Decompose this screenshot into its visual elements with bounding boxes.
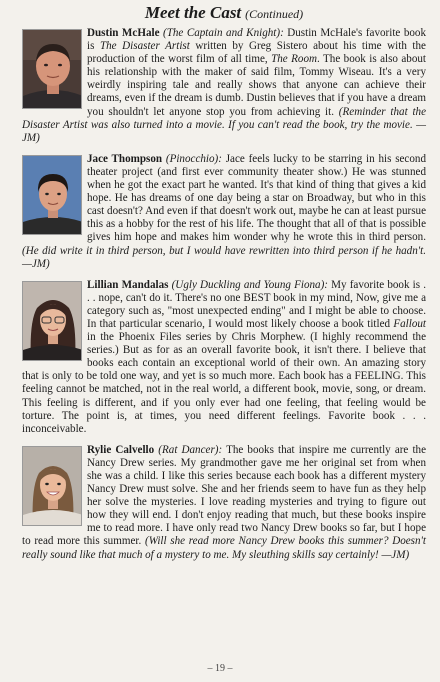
cast-role: (Pinocchio): [165, 152, 222, 165]
cast-bio: The books that inspire me currently are the Nancy Drew series. My grandmother gave me her original set from when she was a child. I like this series because each book has a different mystery Nancy Drew must solve. She and her friends seem to have fun as they help her solve the mysteries. I love reading mysteries and trying to figure out how they will end. I don't enjoy reading that much, but these books inspire me to read more. I have only read two Nancy Drew books so far, but I hope to read more this summer. [22, 443, 427, 548]
cast-bio: My favorite book is . . . nope, can't do it. There's no one BEST book in my mind, Now, give me a category such as, "most unexpected ending" and I might be able to choose. In that particular scenario, I would most likely choose a book titled [87, 278, 426, 330]
cast-name: Rylie Calvello [87, 443, 155, 456]
cast-bio: written by Greg Sistero about his time with the production of the worst film of all time, [87, 40, 426, 66]
page-number: – 19 – [207, 663, 233, 674]
cast-entry-dustin [22, 27, 426, 145]
cast-entry-lillian [22, 279, 426, 436]
title-subtitle: (Continued) [245, 7, 304, 21]
book-title: Fallout [393, 317, 426, 330]
cast-name: Dustin McHale [87, 27, 160, 39]
editor-note: (Reminder that the Disaster Artist was also turned into a movie. If you can't read the book, try the movie. —JM) [22, 105, 426, 144]
editor-note: (He did write it in third person, but I would have rewritten into third person if he hadn't. —JM) [22, 244, 426, 270]
film-title: The Room [271, 53, 318, 66]
cast-role: (Ugly Duckling and Young Fiona): [171, 278, 328, 291]
cast-entry-rylie [22, 444, 426, 562]
cast-photo-rylie [22, 446, 82, 526]
page-title [22, 4, 426, 23]
cast-bio: . The book is also about his relationship with the maker of said film, Tommy Wiseau. It's a very weirdly inspiring tale and really shows that anyone can achieve their dreams, even if the dream is dumb. Dustin believes that if you have a dream you shouldn't let anyone stop you from achieving it. [87, 53, 426, 118]
cast-photo-dustin [22, 29, 82, 109]
cast-name: Jace Thompson [87, 152, 163, 165]
cast-name: Lillian Mandalas [87, 278, 169, 291]
cast-entry-jace [22, 153, 426, 271]
cast-photo-lillian [22, 281, 82, 361]
title-main: Meet the Cast [144, 3, 242, 22]
cast-photo-jace [22, 155, 82, 235]
cast-role: (The Captain and Knight): [163, 27, 284, 39]
cast-bio: Jace feels lucky to be starring in his second theater project (and first ever community theater show.) He was stunned when he got the exact part he wanted. It's that kind of thing that gives a kid hope. He has dreams of one day being a star on Broadway, but who in this cast doesn't? And even if that doesn't work out, maybe he can at least pursue this as a hobby for the rest of his life. The thought that all of that is possible gives him hope and makes him wonder why he wrote this in third person. [87, 152, 426, 244]
cast-role: (Rat Dancer): [158, 443, 223, 456]
book-title: The Disaster Artist [99, 40, 190, 53]
cast-bio: in the Phoenix Files series by Chris Morphew. (I highly recommend the series.) But as for as an overall favorite book, it isn't there. I believe that books each contain an exceptional world of their own. An amazing story that is only to be told one way, and yet is so much more. Each book has a FEELING. This feeling cannot be matched, not in the real world, a different book, movie, song, or dream. This feeling is different, and if you only ever had one feeling, that feeling would be torture. The point is, at times, you need different feelings. Favorite book . . . inconceivable. [22, 331, 426, 435]
cast-bio: Dustin McHale's favorite book is [87, 27, 427, 53]
editor-note: (Will she read more Nancy Drew books this summer? Doesn't really sound like that much of a mystery to me. My sleuthing skills say certainly! —JM) [22, 535, 426, 561]
